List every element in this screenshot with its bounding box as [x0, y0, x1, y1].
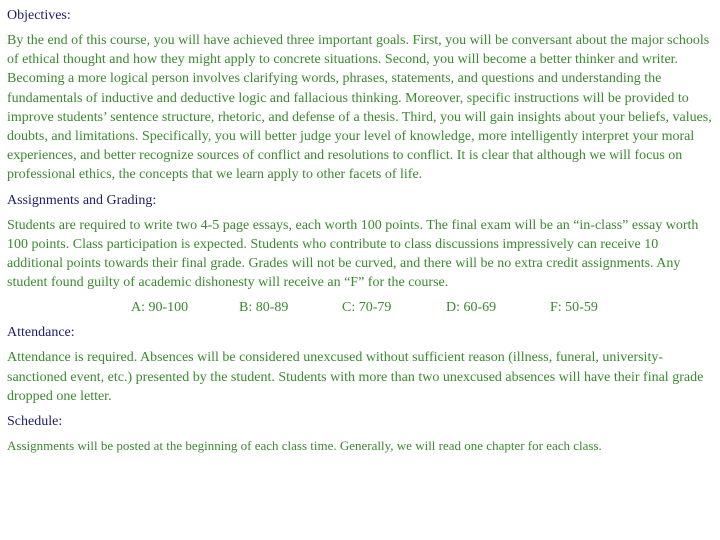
grade-f: F: 50-59 — [550, 300, 598, 316]
schedule-paragraph: Assignments will be posted at the beginning of each class time. Generally, we will read one chapter for each class. — [7, 438, 602, 454]
grade-a: A: 90-100 — [131, 300, 189, 316]
objectives-paragraph: By the end of this course, you will have achieved three important goals. First, you will be conversant about the major schools of ethical thought and how they might apply to concrete situations. Second, you will become a better thinker and writer. Becoming a more logical person involves clarifying words, phrases, statements, and questions and understanding the fundamentals of inductive and deductive logic and fallacious thinking. Moreover, specific instructions will be provided to improve students’ sentence structure, rhetoric, and defense of a thesis. Third, you will gain insights about your beliefs, values, doubts, and limitations. Specifically, you will better judge your level of knowledge, more intelligently interpret your moral experiences, and better recognize sources of conflict and resolutions to conflict. It is clear that although we will focus on professional ethics, the concepts that we learn apply to other facets of life. — [7, 33, 712, 183]
assignments-heading: Assignments and Grading: — [7, 192, 157, 208]
attendance-paragraph: Attendance is required. Absences will be considered unexcused without sufficient reason (illness, funeral, university-sanctioned event, etc.) presented by the student. Students with more than two unexcused absences will have their final grade dropped one letter. — [7, 350, 704, 404]
schedule-heading: Schedule: — [7, 414, 63, 430]
objectives-heading: Objectives: — [7, 8, 71, 23]
grade-scale — [7, 298, 714, 317]
grade-b: B: 80-89 — [239, 300, 289, 316]
grade-d: D: 60-69 — [446, 300, 497, 316]
attendance-heading: Attendance: — [7, 325, 75, 341]
assignments-paragraph: Students are required to write two 4-5 page essays, each worth 100 points. The final exam will be an “in-class” essay worth 100 points. Class participation is expected. Students who contribute to class discussions impressively can receive 10 additional points towards their final grade. Grades will not be curved, and there will be no extra credit assignments. Any student found guilty of academic dishonesty will receive an “F” for the course. — [7, 217, 699, 291]
grade-c: C: 70-79 — [342, 300, 392, 316]
